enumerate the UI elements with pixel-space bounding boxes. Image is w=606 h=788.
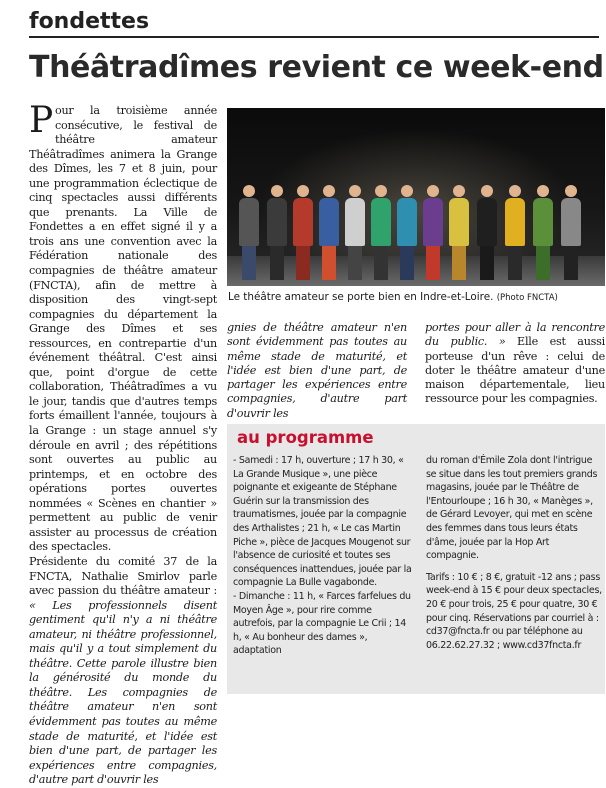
programme-saturday: - Samedi : 17 h, ouverture ; 17 h 30, « La Grande Musique », une pièce poignante et exigeante de Stéphane Guérin sur la transmission des traumatismes, jouée par la compagnie des Arthalistes ; 21 h, « Le cas Martin Piche », pièce de Jacques Mougenot sur l'absence de curiosité et toutes ses conséquences inattendues, jouée par la compagnie La Bulle vagabonde. [233, 455, 412, 589]
paragraph-1-text: our la troisième année consécutive, le festival de théâtre amateur Théâtradîmes animera la Grange des Dîmes, les 7 et 8 juin, pour une programmation éclectique de cinq spectacles aussi différents que prenants. La Ville de Fondettes a en effet signé il y a trois ans une convention avec la Fédération nationale des compagnies de théâtre amateur (FNCTA), afin de mettre à disposition des vingt-sept compagnies du département la Grange des Dîmes et ses ressources, en contrepartie d'un événement théâtral. C'est ainsi que, point d'orgue de cette collaboration, Théâtradîmes a vu le jour, tandis que d'autres temps forts émaillent l'année, toujours à la Grange : un stage annuel s'y déroule en avril ; des répétitions sont ouvertes au public au printemps, et en octobre des opérations portes ouvertes nommées « Scènes en chantier » permettent au public de venir assister au processus de création des spectacles. [29, 104, 217, 554]
programme-sunday-continued: du roman d'Émile Zola dont l'intrigue se situe dans les tout premiers grands magasins, jouée par le Théâtre de l'Entourloupe ; 16 h 30, « Manèges », de Gérard Levoyer, qui met en scène des femmes dans tous leurs états d'âme, jouée par la Hop Art compagnie. [426, 455, 598, 562]
paragraph-2-text: Présidente du comité 37 de la FNCTA, Nathalie Smirlov parle avec passion du théâtre amateur : [29, 554, 217, 598]
quote-continuation: gnies de théâtre amateur n'en sont évidemment pas toutes au même stade de maturité, et l'idée est bien d'une part, de partager les expériences entre compagnies, d'autre part d'ouvrir les [227, 321, 407, 420]
quote-text: « Les professionnels disent gentiment qu'il n'y a ni théâtre amateur, ni théâtre professionnel, mais qu'il y a tout simplement du théâtre. Cette parole illustre bien la générosité du monde du théâtre. Les compagnies de théâtre amateur n'en sont évidemment pas toutes au même stade de maturité, et l'idée est bien d'une part, de partager les expériences entre compagnies, d'autre part d'ouvrir les [29, 598, 217, 787]
section-header: fondettes [29, 8, 599, 38]
article-paragraph-2 [29, 555, 217, 788]
article-column-3: portes pour aller à la rencontre du public. » Elle est aussi porteuse d'un rêve : celui de doter le théâtre amateur d'une maison départementale, lieu ressource pour les compagnies. [425, 321, 605, 406]
article-body-column [29, 100, 217, 787]
article-continuation [227, 321, 605, 419]
photo-credit: (Photo FNCTA) [496, 293, 558, 303]
programme-sunday: - Dimanche : 11 h, « Farces farfelues du Moyen Âge », pour rire comme autrefois, par la compagnie Le Crii ; 14 h, « Au bonheur des dames », adaptation [233, 590, 411, 657]
caption-text: Le théâtre amateur se porte bien en Indre-et-Loire. [228, 291, 494, 303]
theatre-photo [227, 108, 605, 286]
programme-column-2 [426, 454, 604, 652]
programme-tarifs: Tarifs : 10 € ; 8 €, gratuit -12 ans ; pass week-end à 15 € pour deux spectacles, 20 € pour trois, 25 € pour quatre, 30 € pour cinq. Réservations par courriel à : cd37@fncta.fr ou par téléphone au 06.22.62.27.32 ; www.cd37fncta.fr [426, 571, 602, 651]
drop-cap: P [29, 100, 53, 141]
programme-column-1 [233, 454, 415, 658]
article-headline: Théâtradîmes revient ce week-end [29, 50, 604, 85]
programme-title: au programme [237, 428, 374, 447]
photo-caption [228, 291, 605, 309]
programme-box [227, 424, 605, 694]
article-paragraph-1 [29, 100, 217, 555]
